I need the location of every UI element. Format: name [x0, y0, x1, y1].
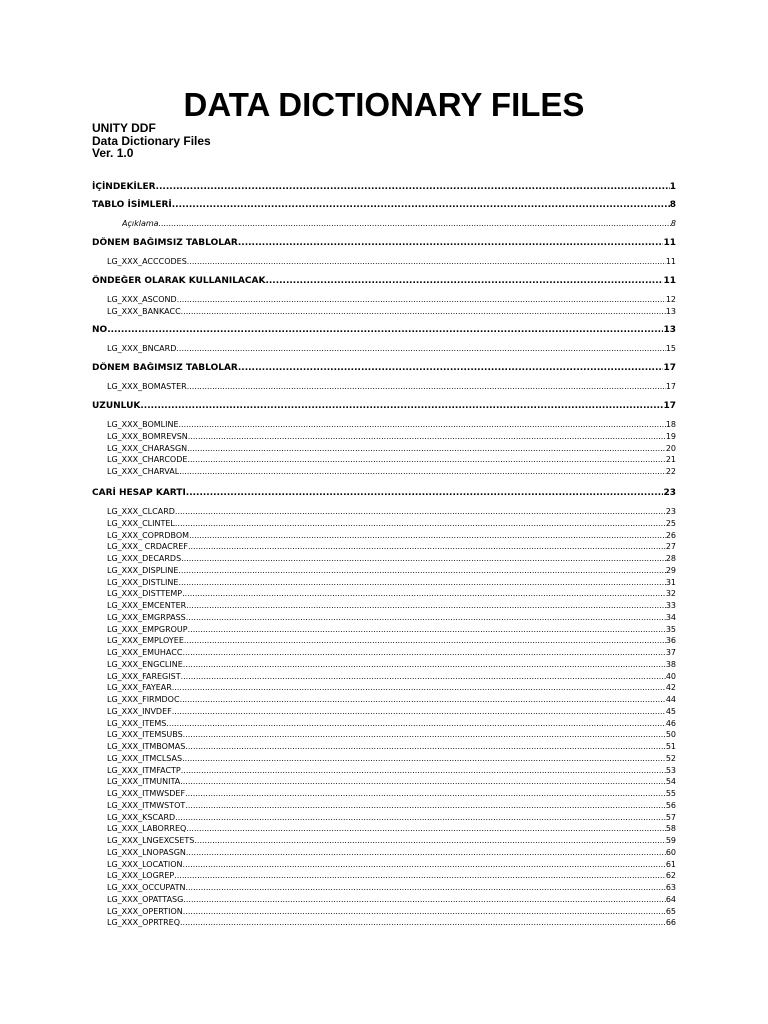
- toc-entry[interactable]: [107, 706, 676, 718]
- toc-page-number: 54: [665, 777, 676, 787]
- toc-subsection[interactable]: [122, 218, 676, 229]
- toc-entry[interactable]: [107, 823, 676, 835]
- toc-entry[interactable]: [107, 443, 676, 455]
- toc-section[interactable]: [92, 237, 676, 249]
- toc-leader-dots: [140, 400, 663, 412]
- toc-label: LG_XXX_CHARVAL: [107, 467, 180, 477]
- toc-page-number: 27: [665, 542, 676, 552]
- toc-label: LG_XXX_CLINTEL: [107, 518, 175, 528]
- toc-page-number: 13: [663, 325, 676, 335]
- toc-entry[interactable]: [107, 454, 676, 466]
- toc-page-number: 25: [665, 518, 676, 528]
- toc-entry[interactable]: [107, 894, 676, 906]
- toc-entry[interactable]: [107, 530, 676, 542]
- toc-entry[interactable]: [107, 419, 676, 431]
- toc-leader-dots: [265, 275, 663, 287]
- toc-page-number: 11: [663, 238, 676, 248]
- toc-leader-dots: [175, 812, 666, 824]
- toc-page-number: 38: [665, 659, 676, 669]
- toc-page-number: 20: [665, 443, 676, 453]
- toc-leader-dots: [156, 181, 670, 193]
- toc-label: ÖNDEĞER OLARAK KULLANILACAK: [92, 276, 266, 286]
- toc-leader-dots: [159, 218, 671, 229]
- toc-page-number: 31: [665, 577, 676, 587]
- toc-page-number: 21: [665, 455, 676, 465]
- toc-leader-dots: [183, 859, 666, 871]
- toc-leader-dots: [182, 647, 665, 659]
- toc-label: LG_XXX_KSCARD: [107, 812, 176, 822]
- toc-entry[interactable]: [107, 812, 676, 824]
- toc-label: LG_XXX_ITMWSTOT: [107, 800, 186, 810]
- toc-label: LG_XXX_ITMUNITA: [107, 777, 181, 787]
- toc-leader-dots: [178, 565, 665, 577]
- toc-leader-dots: [189, 530, 666, 542]
- toc-leader-dots: [181, 306, 666, 318]
- toc-leader-dots: [182, 588, 666, 600]
- meta-version: Ver. 1.0: [92, 146, 134, 160]
- toc-leader-dots: [238, 362, 664, 374]
- toc-page-number: 61: [665, 859, 676, 869]
- toc-label: UZUNLUK: [92, 401, 141, 411]
- toc-label: LG_XXX_FIRMDOC: [107, 695, 180, 704]
- toc-page-number: 33: [665, 601, 676, 610]
- toc-page-number: 28: [665, 554, 676, 563]
- toc-leader-dots: [186, 600, 666, 612]
- toc-entry[interactable]: [107, 381, 676, 393]
- toc-label: LG_XXX_BNCARD: [107, 344, 177, 353]
- toc-leader-dots: [107, 324, 663, 336]
- toc-leader-dots: [194, 835, 665, 847]
- toc-entry[interactable]: [107, 741, 676, 753]
- toc-label: LG_XXX_OPATTASG: [107, 894, 184, 904]
- toc-page-number: 17: [663, 401, 676, 411]
- toc-page-number: 32: [665, 589, 676, 599]
- toc-label: TABLO İSİMLERİ: [92, 200, 172, 210]
- toc-entry[interactable]: [107, 765, 676, 777]
- toc-entry[interactable]: [107, 553, 676, 565]
- toc-page-number: 58: [665, 824, 676, 834]
- toc-label: LG_XXX_BOMLINE: [107, 420, 179, 429]
- toc-page-number: 56: [665, 800, 676, 810]
- document-title: DATA DICTIONARY FILES: [183, 86, 585, 123]
- toc-entry[interactable]: [107, 624, 676, 636]
- toc-entry[interactable]: [107, 694, 676, 706]
- toc-page-number: 29: [665, 565, 676, 575]
- toc-label: LG_XXX_DISTTEMP: [107, 589, 183, 599]
- toc-label: CARİ HESAP KARTI: [92, 488, 186, 498]
- toc-entry[interactable]: [107, 835, 676, 847]
- toc-leader-dots: [180, 917, 666, 929]
- toc-leader-dots: [185, 788, 666, 800]
- toc-section[interactable]: [92, 487, 676, 499]
- toc-entry[interactable]: [107, 518, 676, 530]
- toc-leader-dots: [188, 624, 666, 636]
- toc-page-number: 8: [670, 219, 676, 228]
- toc-entry[interactable]: [107, 431, 676, 443]
- toc-page-number: 59: [665, 836, 676, 845]
- toc-page-number: 51: [665, 742, 676, 751]
- meta-product: UNITY DDF: [92, 121, 156, 135]
- toc-page-number: 46: [665, 718, 676, 728]
- toc-entry[interactable]: [107, 506, 676, 518]
- toc-page-number: 19: [665, 431, 676, 441]
- toc-entry[interactable]: [107, 294, 676, 306]
- toc-label: LG_XXX_CHARASGN: [107, 443, 188, 453]
- toc-label: LG_XXX_ITMBOMAS: [107, 742, 186, 751]
- toc-leader-dots: [183, 729, 666, 741]
- toc-entry[interactable]: [107, 647, 676, 659]
- toc-page-number: 64: [665, 894, 676, 904]
- toc-leader-dots: [177, 294, 666, 306]
- toc-leader-dots: [185, 800, 666, 812]
- toc-page-number: 23: [665, 507, 676, 516]
- toc-entry[interactable]: [107, 256, 676, 268]
- toc-page-number: 22: [665, 467, 676, 477]
- toc-page-number: 35: [665, 624, 676, 634]
- meta-subtitle: Data Dictionary Files: [92, 133, 211, 148]
- toc-entry[interactable]: [107, 577, 676, 589]
- toc-leader-dots: [185, 882, 665, 894]
- toc-leader-dots: [238, 237, 664, 249]
- toc-label: LG_XXX_BOMREVSN: [107, 431, 188, 441]
- toc-section[interactable]: [92, 324, 676, 336]
- toc-page-number: 52: [665, 753, 676, 763]
- toc-label: LG_XXX_CLCARD: [107, 507, 175, 516]
- toc-section[interactable]: [92, 181, 676, 193]
- toc-leader-dots: [172, 706, 666, 718]
- toc-page-number: 8: [669, 200, 676, 210]
- toc-entry[interactable]: [107, 671, 676, 683]
- toc-leader-dots: [183, 906, 666, 918]
- toc-entry[interactable]: [107, 306, 676, 318]
- toc-page-number: 57: [665, 812, 676, 822]
- toc-page-number: 65: [665, 906, 676, 916]
- toc-label: LG_XXX_ACCCODES: [107, 257, 187, 266]
- toc-page-number: 15: [665, 344, 676, 353]
- toc-leader-dots: [181, 671, 666, 683]
- toc-entry[interactable]: [107, 659, 676, 671]
- toc-label: LG_XXX_ITMCLSAS: [107, 753, 183, 763]
- toc-leader-dots: [187, 443, 666, 455]
- toc-page-number: 34: [665, 612, 676, 622]
- toc-label: LG_XXX_OPERTION: [107, 906, 183, 916]
- toc-page-number: 44: [665, 695, 676, 704]
- toc-entry[interactable]: [107, 776, 676, 788]
- toc-label: LG_XXX_EMPLOYEE: [107, 636, 184, 646]
- toc-label: Açıklama: [122, 219, 159, 228]
- toc-label: LG_XXX_ITEMS: [107, 718, 167, 728]
- toc-leader-dots: [180, 694, 666, 706]
- toc-entry[interactable]: [107, 729, 676, 741]
- toc-leader-dots: [180, 776, 666, 788]
- toc-leader-dots: [181, 553, 666, 565]
- toc-leader-dots: [175, 506, 666, 518]
- toc-leader-dots: [175, 518, 666, 530]
- toc-page-number: 26: [665, 530, 676, 540]
- toc-leader-dots: [187, 381, 666, 393]
- toc-section[interactable]: [92, 400, 676, 412]
- toc-entry[interactable]: [107, 600, 676, 612]
- toc-page-number: 53: [665, 765, 676, 775]
- toc-page-number: 62: [665, 871, 676, 881]
- toc-entry[interactable]: [107, 565, 676, 577]
- toc-entry[interactable]: [107, 870, 676, 882]
- toc-page-number: 60: [665, 847, 676, 857]
- toc-label: LG_XXX_LNOPASGN: [107, 847, 186, 857]
- toc-leader-dots: [186, 487, 664, 499]
- toc-page-number: 63: [665, 883, 676, 892]
- toc-entry[interactable]: [107, 859, 676, 871]
- toc-entry[interactable]: [107, 466, 676, 478]
- toc-leader-dots: [188, 431, 666, 443]
- document-meta: [92, 122, 211, 160]
- toc-leader-dots: [182, 753, 666, 765]
- toc-entry[interactable]: [107, 800, 676, 812]
- toc-label: LG_XXX_EMGRPASS: [107, 612, 186, 622]
- toc-leader-dots: [186, 612, 666, 624]
- toc-leader-dots: [183, 894, 665, 906]
- toc-label: LG_XXX_OCCUPATN: [107, 883, 186, 892]
- toc-page-number: 23: [663, 488, 676, 498]
- toc-label: LG_XXX_COPRDBOM: [107, 530, 190, 540]
- toc-page-number: 12: [665, 295, 676, 304]
- toc-page-number: 37: [665, 648, 676, 657]
- toc-leader-dots: [181, 765, 666, 777]
- toc-label: LG_XXX_LNGEXCSETS: [107, 836, 195, 845]
- toc-label: LG_XXX_LABORREQ: [107, 824, 187, 834]
- toc-page-number: 42: [665, 683, 676, 693]
- toc-label: LG_XXX_ITMWSDEF: [107, 789, 186, 798]
- toc-section[interactable]: [92, 275, 676, 287]
- toc-page-number: 66: [665, 918, 676, 928]
- toc-label: LG_XXX_ITMFACTP: [107, 765, 181, 775]
- toc-entry[interactable]: [107, 917, 676, 929]
- toc-leader-dots: [188, 541, 666, 553]
- toc-leader-dots: [174, 870, 666, 882]
- toc-label: LG_XXX_OPRTREQ: [107, 918, 180, 928]
- toc-entry[interactable]: [107, 906, 676, 918]
- toc-label: LG_XXX_FAYEAR: [107, 683, 172, 693]
- toc-page-number: 50: [665, 730, 676, 740]
- toc-page-number: 45: [665, 706, 676, 716]
- toc-section[interactable]: [92, 362, 676, 374]
- toc-label: LG_XXX_EMCENTER: [107, 601, 187, 610]
- toc-entry[interactable]: [107, 612, 676, 624]
- toc-page-number: 11: [665, 257, 676, 266]
- toc-entry[interactable]: [107, 588, 676, 600]
- toc-label: LG_XXX_DECARDS: [107, 554, 182, 563]
- toc-leader-dots: [187, 256, 666, 268]
- toc-page-number: 1: [669, 182, 676, 192]
- toc-leader-dots: [179, 419, 666, 431]
- toc-leader-dots: [179, 466, 666, 478]
- toc-label: LG_XXX_EMUHACC: [107, 648, 183, 657]
- toc-leader-dots: [166, 718, 665, 730]
- toc-page-number: 55: [665, 789, 676, 798]
- toc-leader-dots: [186, 847, 666, 859]
- toc-leader-dots: [178, 577, 665, 589]
- toc-label: İÇİNDEKİLER: [92, 182, 156, 192]
- toc-label: DÖNEM BAĞIMSIZ TABLOLAR: [92, 238, 238, 248]
- toc-page-number: 36: [665, 636, 676, 646]
- toc-entry[interactable]: [107, 635, 676, 647]
- toc-section[interactable]: [92, 199, 676, 211]
- toc-page-number: 18: [665, 420, 676, 429]
- toc-page-number: 40: [665, 671, 676, 681]
- toc-leader-dots: [186, 823, 665, 835]
- toc-entry[interactable]: [107, 343, 676, 355]
- toc-leader-dots: [185, 741, 665, 753]
- toc-label: LG_XXX_ASCOND: [107, 295, 177, 304]
- toc-entry[interactable]: [107, 882, 676, 894]
- toc-label: LG_XXX_DISPLINE: [107, 565, 179, 575]
- toc-label: LG_XXX_BOMASTER: [107, 382, 187, 391]
- toc-entry[interactable]: [107, 541, 676, 553]
- toc-entry[interactable]: [107, 847, 676, 859]
- toc-leader-dots: [172, 199, 670, 211]
- toc-leader-dots: [176, 343, 665, 355]
- toc-entry[interactable]: [107, 718, 676, 730]
- toc-label: LG_XXX_ENGCLINE: [107, 659, 183, 669]
- toc-label: LG_XXX_EMPGROUP: [107, 624, 188, 634]
- toc-leader-dots: [187, 454, 665, 466]
- toc-label: LG_XXX_LOCATION: [107, 859, 183, 869]
- toc-label: LG_XXX_BANKACC: [107, 307, 181, 316]
- toc-label: LG_XXX_FAREGIST: [107, 671, 181, 681]
- toc-page-number: 13: [665, 307, 676, 316]
- toc-label: LG_XXX_LOGREP: [107, 871, 175, 881]
- toc-leader-dots: [184, 635, 666, 647]
- toc-label: LG_XXX_INVDEF: [107, 706, 172, 716]
- toc-label: DÖNEM BAĞIMSIZ TABLOLAR: [92, 363, 238, 373]
- toc-page-number: 11: [663, 276, 676, 286]
- toc-entry[interactable]: [107, 682, 676, 694]
- toc-label: LG_XXX_ CRDACREF: [107, 542, 188, 552]
- toc-page-number: 17: [665, 382, 676, 391]
- toc-leader-dots: [183, 659, 666, 671]
- toc-label: LG_XXX_CHARCODE: [107, 455, 188, 465]
- toc-page-number: 17: [663, 363, 676, 373]
- toc-entry[interactable]: [107, 753, 676, 765]
- toc-label: LG_XXX_ITEMSUBS: [107, 730, 183, 740]
- toc-leader-dots: [172, 682, 666, 694]
- toc-entry[interactable]: [107, 788, 676, 800]
- toc-label: NO: [92, 325, 108, 335]
- toc-label: LG_XXX_DISTLINE: [107, 577, 179, 587]
